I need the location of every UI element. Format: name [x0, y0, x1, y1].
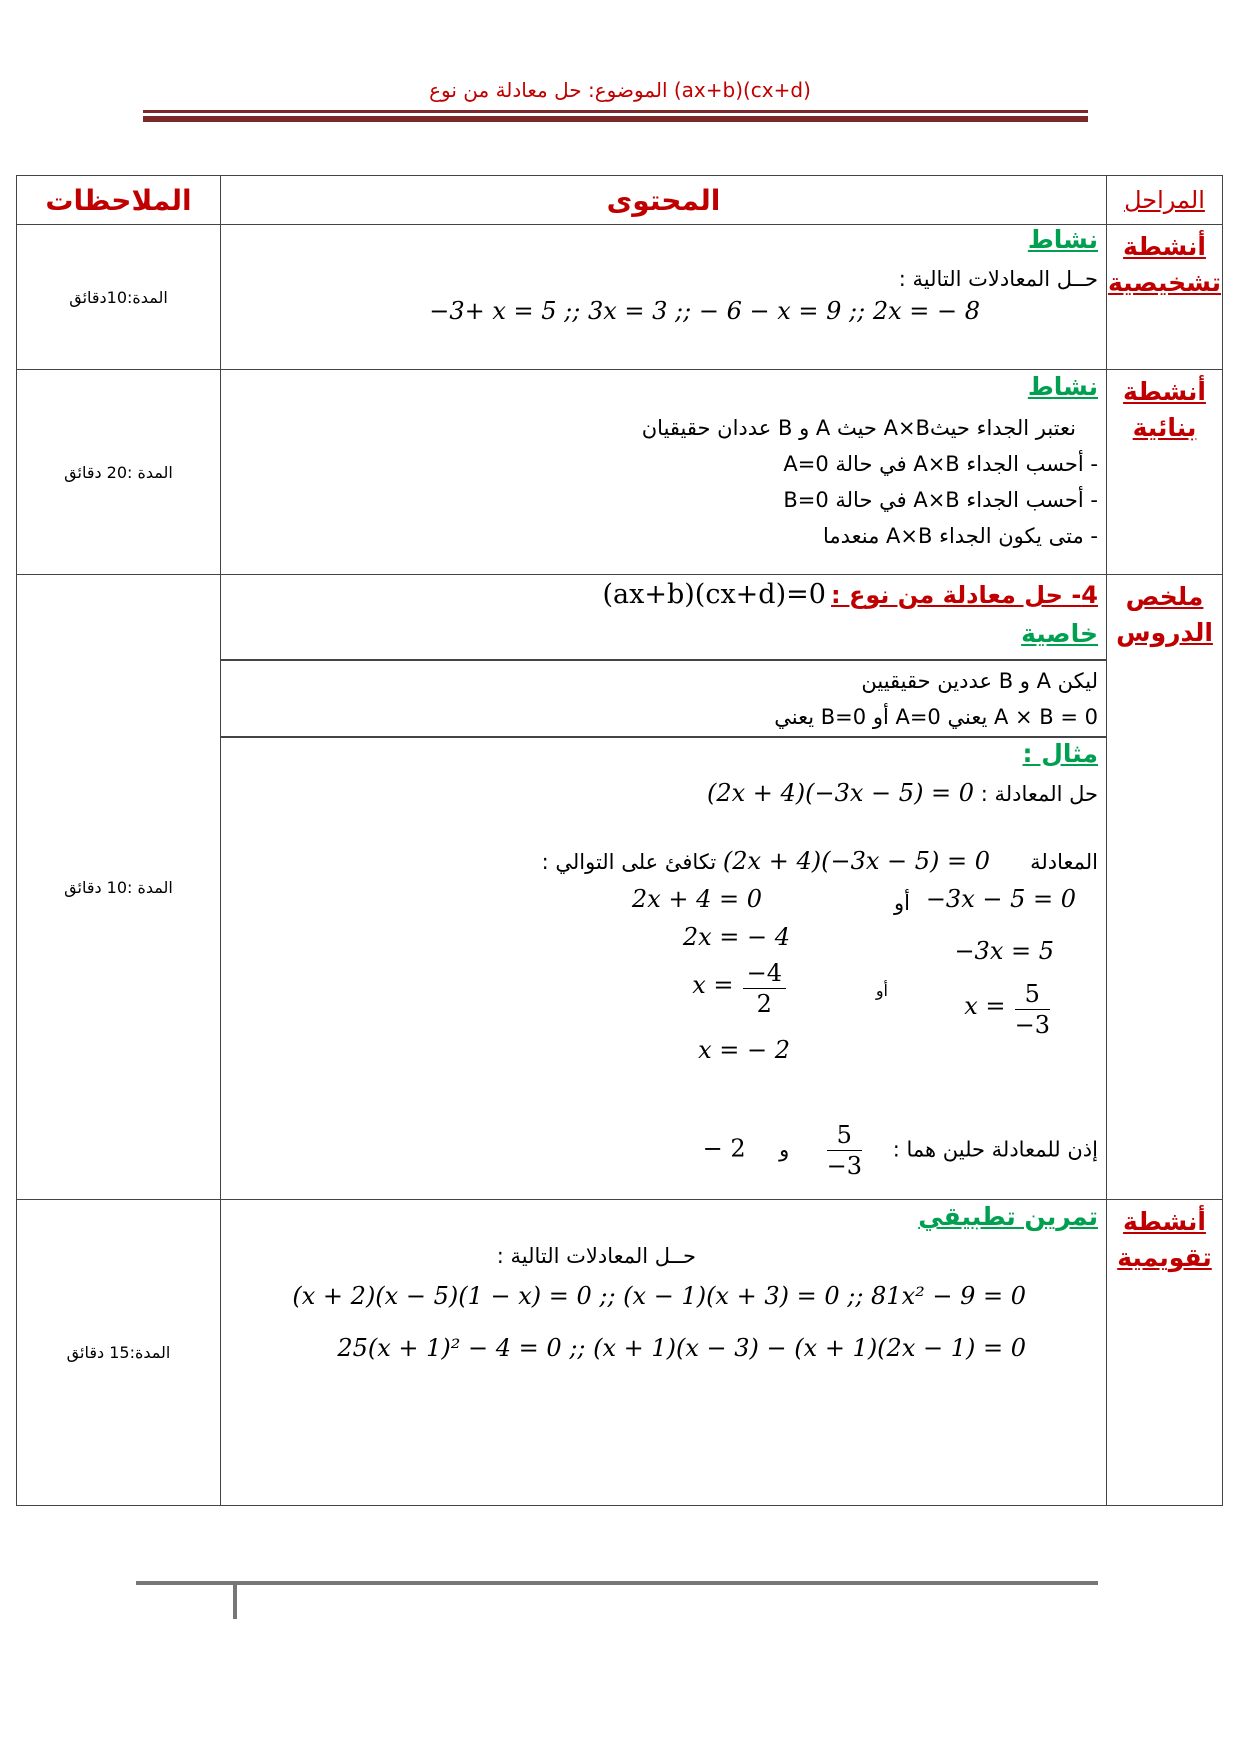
duration-note: المدة :10 دقائق	[17, 575, 221, 1200]
left-step: 2x = − 4	[682, 923, 790, 951]
fraction-denominator: 2	[756, 990, 772, 1018]
example-question-text: حل المعادلة :	[980, 782, 1098, 806]
equation-equivalence	[542, 843, 1098, 880]
fraction-numerator: −4	[743, 958, 786, 989]
stage-label: ملخص الدروس	[1107, 575, 1223, 1200]
exercise-title: تمرين تطبيقي	[918, 1202, 1098, 1231]
stage-label: أنشطة تقويمية	[1107, 1200, 1223, 1506]
property-line: ليكن A و B عددين حقيقيين	[861, 669, 1098, 693]
fraction-denominator: −3	[826, 1152, 862, 1180]
table-row	[17, 1200, 1223, 1506]
activity-line: - أحسب الجداء A×B في حالة A=0	[783, 452, 1098, 476]
instruction: حــل المعادلات التالية :	[496, 1244, 696, 1268]
property-line: A × B = 0 يعني A=0 أو B=0 يعني	[774, 705, 1098, 729]
left-step: x = − 2	[698, 1036, 790, 1064]
header-content: المحتوى	[221, 176, 1107, 225]
conclusion-text: إذن للمعادلة حلين هما :	[892, 1137, 1098, 1162]
table-header-row	[17, 176, 1223, 225]
page-title: الموضوع: حل معادلة من نوع (ax+b)(cx+d)	[429, 78, 811, 102]
header-rule-thick	[143, 116, 1088, 122]
table-row	[17, 225, 1223, 370]
activity-line: - أحسب الجداء A×B في حالة B=0	[783, 488, 1098, 512]
footer-rule	[136, 1581, 1098, 1585]
activity-line: - متى يكون الجداء A×B منعدما	[822, 524, 1098, 548]
equation-text: (2x + 4)(−3x − 5) = 0	[722, 847, 991, 875]
table-row	[17, 370, 1223, 575]
or-word: أو	[894, 891, 910, 915]
fraction-denominator: −3	[1014, 1011, 1050, 1039]
footer-tick	[233, 1583, 237, 1619]
content-cell	[221, 1200, 1107, 1506]
activity-title: نشاط	[1027, 225, 1098, 254]
left-fraction	[743, 958, 786, 1019]
stage-label: أنشطة بنائية	[1107, 370, 1223, 575]
right-step: −3x = 5	[954, 937, 1054, 965]
fraction-numerator: 5	[827, 1120, 862, 1151]
solution-fraction	[827, 1120, 862, 1181]
equation-label: المعادلة	[1030, 850, 1098, 874]
duration-note: المدة:15 دقائق	[17, 1200, 221, 1506]
left-step: 2x + 4 = 0	[631, 885, 762, 913]
duration-note: المدة:10دقائق	[17, 225, 221, 370]
content-cell	[221, 575, 1107, 1200]
conclusion	[703, 1120, 1098, 1181]
divider	[221, 736, 1106, 738]
exercise-equations: 25(x + 1)² − 4 = 0 ;; (x + 1)(x − 3) − (x + 1)(2x − 1) = 0	[337, 1334, 1026, 1362]
left-fraction-step	[692, 958, 790, 1019]
activity-title: نشاط	[1027, 372, 1098, 401]
content-cell	[221, 225, 1107, 370]
table-row	[17, 575, 1223, 1200]
property-title: خاصية	[1021, 619, 1098, 648]
right-step: −3x − 5 = 0	[925, 885, 1076, 913]
right-fraction	[1015, 979, 1050, 1040]
activity-line: نعتبر الجداء حيثA×B حيث A و B عددان حقيقيان	[641, 416, 1076, 440]
header-rule	[143, 110, 1088, 113]
solution-2: − 2	[702, 1134, 746, 1163]
example-question-equation: (2x + 4)(−3x − 5) = 0	[706, 779, 975, 807]
header-stage: المراحل	[1107, 176, 1223, 225]
header-notes: الملاحظات	[17, 176, 221, 225]
and-word: و	[779, 1137, 790, 1162]
equivalence-text: تكافئ على التوالي :	[541, 850, 717, 874]
section-title: 4- حل معادلة من نوع :	[831, 581, 1098, 609]
right-fraction-step	[964, 979, 1054, 1040]
or-word: أو	[875, 981, 888, 1000]
equations: −3+ x = 5 ;; 3x = 3 ;; − 6 − x = 9 ;; 2x = − 8	[429, 297, 980, 325]
section-title-equation: (ax+b)(cx+d)=0	[602, 579, 826, 610]
example-title: مثال :	[1022, 739, 1098, 768]
left-step: x =	[692, 971, 734, 999]
fraction-numerator: 5	[1015, 979, 1050, 1010]
section-heading	[603, 579, 1099, 610]
stage-label: أنشطة تشخيصية	[1107, 225, 1223, 370]
content-cell	[221, 370, 1107, 575]
lesson-table	[16, 175, 1223, 1506]
right-step: x =	[964, 992, 1006, 1020]
divider	[221, 659, 1106, 661]
example-question	[707, 775, 1098, 812]
instruction: حــل المعادلات التالية :	[898, 267, 1098, 291]
exercise-equations: (x + 2)(x − 5)(1 − x) = 0 ;; (x − 1)(x + 3) = 0 ;; 81x² − 9 = 0	[292, 1282, 1026, 1310]
duration-note: المدة :20 دقائق	[17, 370, 221, 575]
